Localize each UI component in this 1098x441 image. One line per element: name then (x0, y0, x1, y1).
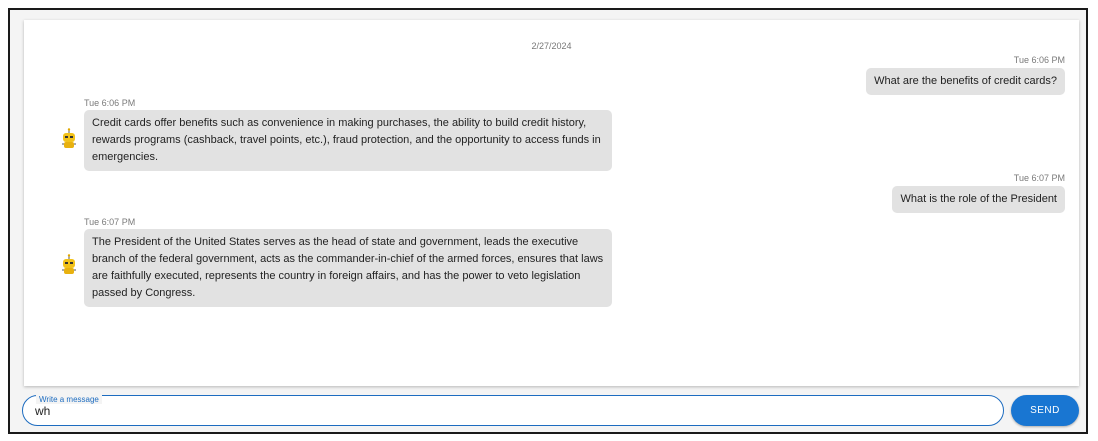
message-timestamp: Tue 6:06 PM (1013, 55, 1065, 65)
chat-history[interactable] (24, 20, 1079, 386)
bot-message: Credit cards offer benefits such as convenience in making purchases, the ability to build credit history, rewards programs (cashback, travel points, etc.), fraud protection, and the opportunity to access funds in emergencies. (84, 110, 612, 171)
message-input-label: Write a message (36, 395, 102, 404)
robot-avatar-icon (60, 128, 78, 150)
message-timestamp: Tue 6:07 PM (84, 217, 136, 227)
message-timestamp: Tue 6:07 PM (1013, 173, 1065, 183)
user-message: What are the benefits of credit cards? (866, 68, 1065, 95)
message-timestamp: Tue 6:06 PM (84, 98, 136, 108)
robot-avatar-icon (60, 254, 78, 276)
app-window (8, 8, 1088, 434)
user-message: What is the role of the President (892, 186, 1065, 213)
message-input[interactable] (22, 395, 1004, 426)
date-separator: 2/27/2024 (531, 41, 572, 51)
send-button[interactable]: SEND (1011, 395, 1079, 426)
bot-message: The President of the United States serves as the head of state and government, leads the executive branch of the federal government, acts as the commander-in-chief of the armed forces, ensures that laws are faithfully executed, represents the country in foreign affairs, and has the power to veto legislation passed by Congress. (84, 229, 612, 307)
